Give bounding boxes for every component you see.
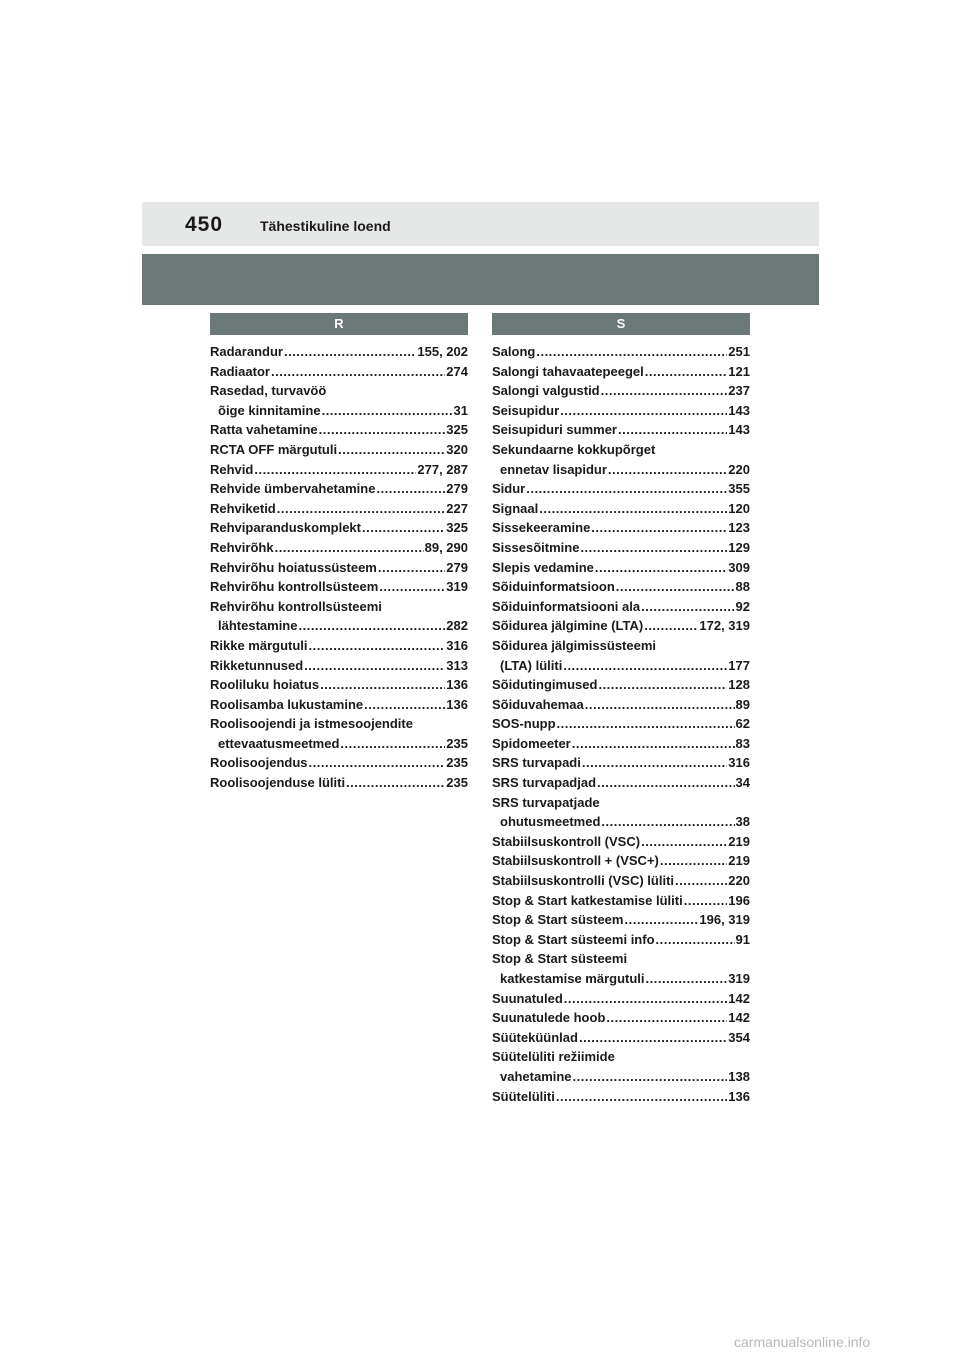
entry-page: 138	[728, 1068, 750, 1084]
entry-line-lead	[492, 440, 750, 460]
entry-term: Radarandur	[210, 344, 283, 359]
index-entry	[492, 910, 750, 930]
entry-term: Sõiduinformatsiooni ala	[492, 598, 641, 614]
index-entry	[492, 753, 750, 773]
entry-page: 227	[446, 500, 468, 516]
index-entry	[492, 714, 750, 734]
entry-page: 277, 287	[417, 461, 468, 477]
entry-page: 235	[446, 755, 468, 771]
index-entry	[492, 636, 750, 675]
dot-leader	[557, 714, 735, 734]
index-entry	[210, 362, 468, 382]
entry-line	[210, 616, 468, 636]
dot-leader	[320, 675, 445, 695]
entry-page: 88	[735, 579, 750, 595]
entry-page: 89	[735, 696, 750, 712]
entry-line-lead	[210, 597, 468, 617]
dot-leader	[376, 479, 445, 499]
entry-term: Sidur	[492, 481, 526, 497]
entry-line-lead	[492, 636, 750, 656]
entry-page: 196	[728, 892, 750, 908]
dot-leader	[254, 460, 416, 480]
entry-term: Rehvirõhu kontrollsüsteem	[210, 579, 379, 595]
dot-leader	[645, 362, 728, 382]
dot-leader	[601, 381, 728, 401]
entry-line	[492, 812, 750, 832]
dot-leader	[309, 753, 446, 773]
index-entry	[210, 479, 468, 499]
dot-leader	[564, 989, 728, 1009]
entry-page: 142	[728, 990, 750, 1006]
entry-page: 62	[735, 716, 750, 732]
entry-page: 91	[735, 931, 750, 947]
entry-term: Stop & Start katkestamise lüliti	[492, 892, 683, 908]
entry-term: Roolisamba lukustamine	[210, 696, 364, 712]
entry-term: Roolisoojendus	[210, 755, 308, 771]
entry-term: Suunatuled	[492, 990, 563, 1006]
dot-leader	[556, 1087, 727, 1107]
entry-term: Rooliluku hoiatus	[210, 677, 320, 693]
entry-page: 129	[728, 539, 750, 555]
entry-line	[492, 969, 750, 989]
entry-line	[492, 871, 750, 891]
dot-leader	[606, 1008, 727, 1028]
entry-line	[210, 558, 468, 578]
entry-page: 354	[728, 1029, 750, 1045]
index-entry	[210, 518, 468, 538]
entry-term: Roolisoojenduse lüliti	[210, 775, 346, 791]
entry-line	[492, 1067, 750, 1087]
entry-term: Rehvirõhk	[210, 539, 274, 555]
entry-line	[210, 636, 468, 656]
entry-term: Salong	[492, 344, 536, 359]
entry-page: 235	[446, 775, 468, 791]
entry-term: Slepis vedamine	[492, 559, 594, 575]
entry-term: Rehviketid	[210, 500, 276, 516]
entry-term: Sõiduvahemaa	[492, 696, 584, 712]
entry-page: 279	[446, 559, 468, 575]
entry-line	[210, 401, 468, 421]
entry-page: 235	[446, 735, 468, 751]
entry-page: 237	[728, 383, 750, 399]
watermark: carmanualsonline.info	[734, 1334, 871, 1350]
entry-line	[210, 460, 468, 480]
entry-line-lead	[492, 793, 750, 813]
entry-term: katkestamise märgutuli	[500, 971, 645, 986]
dot-leader	[536, 342, 727, 362]
dot-leader	[539, 499, 727, 519]
entry-page: 128	[728, 677, 750, 693]
entry-page: 325	[446, 422, 468, 438]
entry-line	[492, 656, 750, 676]
entry-page: 155, 202	[417, 344, 468, 359]
header-band	[142, 202, 819, 246]
entry-term: Rehvirõhu kontrollsüsteemi	[210, 598, 382, 614]
index-list-r	[210, 342, 468, 793]
entry-line	[492, 518, 750, 538]
entry-line	[492, 832, 750, 852]
dot-leader	[585, 695, 735, 715]
dot-leader	[304, 656, 445, 676]
index-entry	[492, 499, 750, 519]
entry-page: 177	[728, 657, 750, 673]
index-entry	[210, 597, 468, 636]
index-list-s	[492, 342, 750, 1106]
entry-page: 313	[446, 657, 468, 673]
entry-term: Sõiduinformatsioon	[492, 579, 615, 595]
entry-page: 355	[728, 481, 750, 497]
entry-line	[492, 675, 750, 695]
dot-leader	[597, 773, 735, 793]
entry-page: 143	[728, 402, 750, 418]
entry-term: Rehvirõhu hoiatussüsteem	[210, 559, 377, 575]
index-entry	[492, 930, 750, 950]
entry-line	[492, 989, 750, 1009]
entry-line	[210, 656, 468, 676]
index-entry	[492, 1047, 750, 1086]
entry-term: õige kinnitamine	[218, 402, 321, 418]
dot-leader	[595, 558, 727, 578]
dot-leader	[598, 675, 727, 695]
entry-line	[210, 479, 468, 499]
entry-line	[492, 930, 750, 950]
entry-term: Rehviparanduskomplekt	[210, 520, 361, 536]
entry-term: Süütelüliti režiimide	[492, 1049, 615, 1065]
entry-term: ennetav lisapidur	[500, 461, 607, 477]
index-entry	[492, 342, 750, 362]
entry-line	[492, 1087, 750, 1107]
entry-term: Salongi tahavaatepeegel	[492, 363, 644, 379]
entry-line	[210, 499, 468, 519]
entry-term: Stop & Start süsteemi	[492, 951, 628, 967]
dot-leader	[526, 479, 727, 499]
dot-leader	[616, 577, 735, 597]
entry-term: Rehvide ümbervahetamine	[210, 481, 376, 497]
index-entry	[492, 793, 750, 832]
entry-line	[210, 695, 468, 715]
dot-leader	[298, 616, 445, 636]
entry-term: Spidomeeter	[492, 735, 571, 751]
entry-line	[492, 1008, 750, 1028]
entry-page: 121	[728, 363, 750, 379]
dot-leader	[591, 518, 727, 538]
entry-line	[492, 499, 750, 519]
entry-term: Sõidutingimused	[492, 677, 598, 693]
index-entry	[210, 773, 468, 793]
entry-page: 92	[735, 598, 750, 614]
entry-term: lähtestamine	[218, 618, 298, 634]
entry-page: 196, 319	[699, 912, 750, 928]
entry-term: Seisupidur	[492, 402, 560, 418]
dot-leader	[364, 695, 445, 715]
entry-page: 89, 290	[424, 539, 468, 555]
index-entry	[492, 381, 750, 401]
title-band	[142, 254, 819, 305]
entry-term: Stop & Start süsteem	[492, 912, 624, 928]
entry-page: 123	[728, 520, 750, 536]
entry-term: SOS-nupp	[492, 716, 556, 732]
index-entry	[210, 695, 468, 715]
index-entry	[492, 989, 750, 1009]
dot-leader	[641, 597, 734, 617]
entry-term: Seisupiduri summer	[492, 422, 617, 438]
dot-leader	[644, 616, 698, 636]
index-entry	[492, 773, 750, 793]
dot-leader	[675, 871, 727, 891]
dot-leader	[379, 577, 445, 597]
dot-leader	[309, 636, 446, 656]
entry-term: Stabiilsuskontroll (VSC)	[492, 833, 641, 849]
dot-leader	[563, 656, 727, 676]
entry-line	[210, 342, 468, 362]
entry-line	[492, 538, 750, 558]
dot-leader	[362, 518, 445, 538]
entry-line	[492, 616, 750, 636]
entry-line	[492, 597, 750, 617]
entry-line	[492, 460, 750, 480]
index-entry	[492, 695, 750, 715]
entry-page: 251	[728, 344, 750, 359]
entry-term: Ratta vahetamine	[210, 422, 318, 438]
entry-line	[492, 577, 750, 597]
dot-leader	[646, 969, 728, 989]
entry-line	[210, 538, 468, 558]
dot-leader	[340, 734, 445, 754]
entry-line-lead	[492, 949, 750, 969]
entry-term: Rikke märgutuli	[210, 637, 308, 653]
index-entry	[492, 597, 750, 617]
entry-term: Roolisoojendi ja istmesoojendite	[210, 716, 413, 732]
dot-leader	[601, 812, 734, 832]
entry-line	[210, 773, 468, 793]
dot-leader	[573, 1067, 728, 1087]
entry-term: RCTA OFF märgutuli	[210, 441, 338, 457]
entry-term: Rikketunnused	[210, 657, 304, 673]
entry-page: 220	[728, 461, 750, 477]
entry-term: Sissesõitmine	[492, 539, 580, 555]
entry-line	[492, 695, 750, 715]
entry-line	[210, 577, 468, 597]
entry-page: 219	[728, 833, 750, 849]
entry-line	[210, 420, 468, 440]
entry-line	[492, 773, 750, 793]
entry-page: 325	[446, 520, 468, 536]
index-entry	[492, 675, 750, 695]
entry-term: ettevaatusmeetmed	[218, 735, 340, 751]
index-entry	[492, 440, 750, 479]
entry-page: 31	[453, 402, 468, 418]
entry-term: ohutusmeetmed	[500, 814, 601, 830]
index-entry	[492, 891, 750, 911]
entry-line	[492, 342, 750, 362]
dot-leader	[271, 362, 445, 382]
dot-leader	[378, 558, 445, 578]
entry-line-lead	[492, 1047, 750, 1067]
index-entry	[210, 577, 468, 597]
entry-page: 319	[728, 971, 750, 986]
dot-leader	[580, 538, 727, 558]
index-entry	[210, 538, 468, 558]
entry-page: 282	[446, 618, 468, 634]
index-entry	[492, 479, 750, 499]
entry-page: 316	[446, 637, 468, 653]
entry-term: Suunatulede hoob	[492, 1010, 606, 1026]
index-entry	[210, 342, 468, 362]
index-entry	[210, 381, 468, 420]
dot-leader	[641, 832, 727, 852]
entry-page: 136	[446, 696, 468, 712]
entry-line	[210, 362, 468, 382]
entry-line	[210, 753, 468, 773]
entry-term: Sissekeeramine	[492, 520, 591, 536]
index-entry	[210, 714, 468, 753]
index-entry	[492, 949, 750, 988]
entry-term: Süüteküünlad	[492, 1029, 578, 1045]
dot-leader	[275, 538, 424, 558]
dot-leader	[572, 734, 735, 754]
entry-line-lead	[210, 381, 468, 401]
index-entry	[210, 420, 468, 440]
entry-page: 83	[735, 735, 750, 751]
entry-term: Sõidurea jälgimissüsteemi	[492, 637, 657, 653]
index-entry	[210, 460, 468, 480]
entry-page: 34	[735, 775, 750, 791]
entry-term: Salongi valgustid	[492, 383, 600, 399]
entry-page: 309	[728, 559, 750, 575]
entry-line-lead	[210, 714, 468, 734]
entry-line	[492, 362, 750, 382]
entry-term: SRS turvapadjad	[492, 775, 597, 791]
index-entry	[492, 1028, 750, 1048]
dot-leader	[684, 891, 728, 911]
entry-term: vahetamine	[500, 1068, 572, 1084]
entry-line	[492, 401, 750, 421]
entry-term: Stop & Start süsteemi info	[492, 931, 655, 947]
entry-page: 38	[735, 814, 750, 830]
entry-line	[492, 558, 750, 578]
letter-heading-r: R	[210, 313, 468, 335]
entry-line	[210, 440, 468, 460]
entry-line	[492, 753, 750, 773]
entry-term: Sekundaarne kokkupõrget	[492, 441, 656, 457]
index-entry	[492, 518, 750, 538]
entry-line	[492, 910, 750, 930]
entry-line	[210, 675, 468, 695]
entry-page: 279	[446, 481, 468, 497]
index-entry	[492, 734, 750, 754]
dot-leader	[618, 420, 727, 440]
entry-line	[492, 851, 750, 871]
index-column-s	[492, 313, 750, 1106]
entry-term: Sõidurea jälgimine (LTA)	[492, 618, 644, 634]
dot-leader	[624, 910, 698, 930]
dot-leader	[579, 1028, 727, 1048]
index-entry	[492, 1087, 750, 1107]
entry-term: Stabiilsuskontrolli (VSC) lüliti	[492, 873, 675, 889]
entry-line	[492, 381, 750, 401]
entry-page: 316	[728, 755, 750, 771]
entry-term: Signaal	[492, 500, 539, 516]
index-entry	[210, 440, 468, 460]
dot-leader	[277, 499, 446, 519]
dot-leader	[656, 930, 735, 950]
entry-page: 136	[728, 1088, 750, 1104]
dot-leader	[660, 851, 727, 871]
entry-line	[210, 734, 468, 754]
index-entry	[492, 616, 750, 636]
letter-heading-s: S	[492, 313, 750, 335]
entry-page: 136	[446, 677, 468, 693]
index-entry	[492, 851, 750, 871]
index-entry	[492, 401, 750, 421]
entry-line	[492, 734, 750, 754]
entry-term: Rasedad, turvavöö	[210, 383, 327, 399]
entry-term: (LTA) lüliti	[500, 657, 563, 673]
entry-term: Rehvid	[210, 461, 254, 477]
dot-leader	[346, 773, 445, 793]
index-entry	[210, 656, 468, 676]
entry-page: 274	[446, 363, 468, 379]
entry-line	[492, 714, 750, 734]
dot-leader	[582, 753, 727, 773]
index-column-r	[210, 313, 468, 793]
index-entry	[492, 538, 750, 558]
entry-page: 120	[728, 500, 750, 516]
entry-term: Süütelüliti	[492, 1088, 555, 1104]
entry-page: 143	[728, 422, 750, 438]
dot-leader	[322, 401, 453, 421]
index-entry	[492, 871, 750, 891]
index-entry	[210, 753, 468, 773]
index-entry	[492, 1008, 750, 1028]
entry-term: Stabiilsuskontroll + (VSC+)	[492, 853, 659, 869]
index-entry	[492, 577, 750, 597]
entry-line	[210, 518, 468, 538]
entry-term: Radiaator	[210, 363, 270, 379]
entry-page: 320	[446, 441, 468, 457]
entry-page: 319	[446, 579, 468, 595]
entry-page: 142	[728, 1010, 750, 1026]
index-entry	[210, 675, 468, 695]
index-entry	[210, 499, 468, 519]
dot-leader	[338, 440, 445, 460]
page-number: 450	[185, 213, 224, 236]
index-entry	[492, 832, 750, 852]
entry-page: 172, 319	[699, 618, 750, 634]
dot-leader	[608, 460, 727, 480]
entry-line	[492, 891, 750, 911]
dot-leader	[319, 420, 446, 440]
entry-term: SRS turvapatjade	[492, 794, 600, 810]
entry-term: SRS turvapadi	[492, 755, 581, 771]
page-title: Tähestikuline loend	[260, 218, 391, 234]
index-entry	[492, 362, 750, 382]
entry-page: 220	[728, 873, 750, 889]
entry-line	[492, 1028, 750, 1048]
dot-leader	[284, 342, 416, 362]
index-entry	[492, 558, 750, 578]
dot-leader	[560, 401, 727, 421]
entry-line	[492, 420, 750, 440]
index-entry	[492, 420, 750, 440]
entry-line	[492, 479, 750, 499]
index-entry	[210, 636, 468, 656]
index-entry	[210, 558, 468, 578]
entry-page: 219	[728, 853, 750, 869]
